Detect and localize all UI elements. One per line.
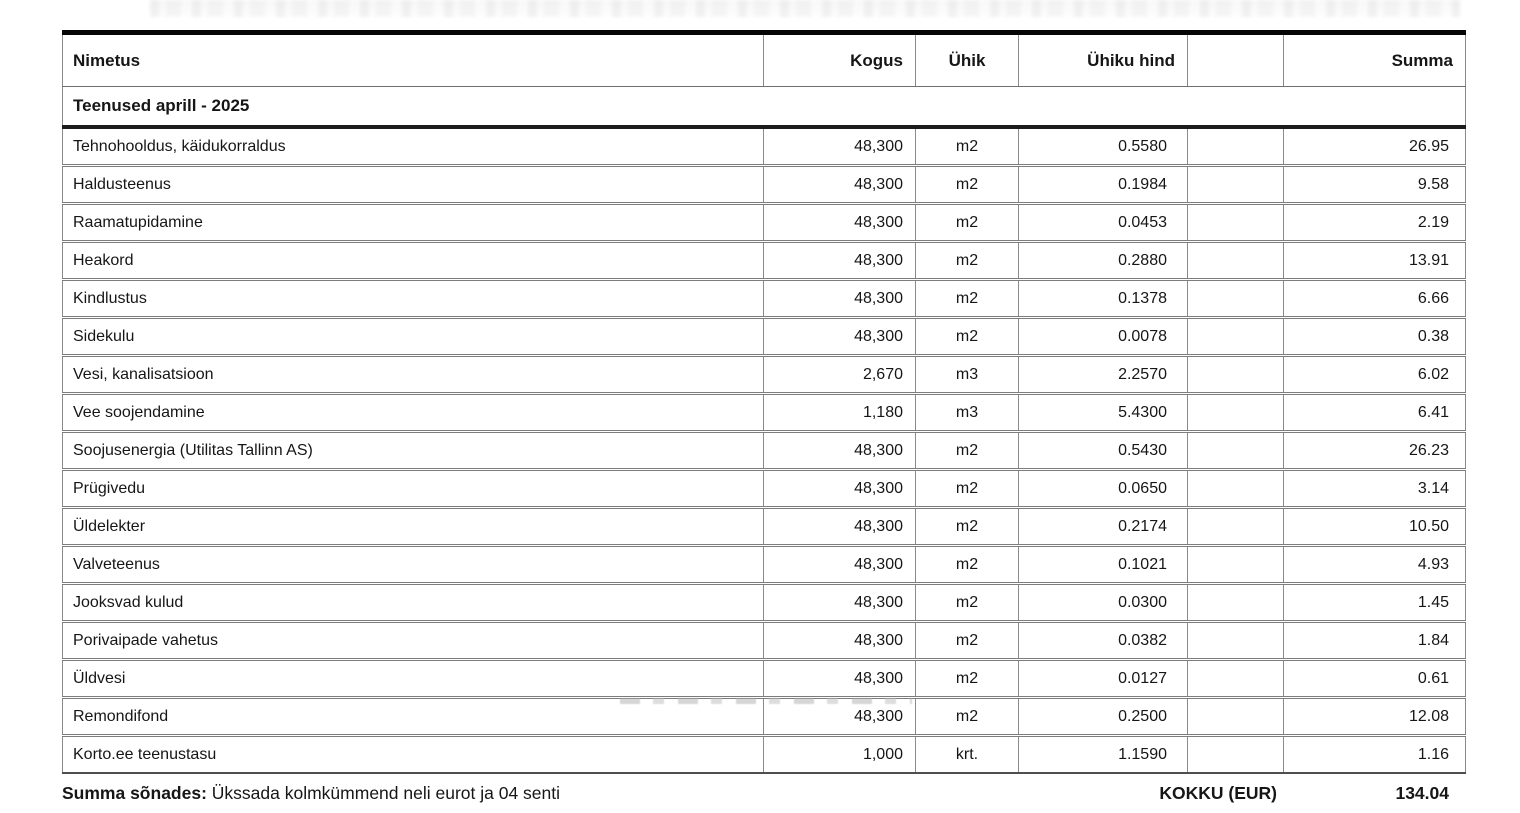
cell-name: Korto.ee teenustasu bbox=[63, 736, 764, 774]
service-row bbox=[63, 356, 1466, 394]
cell-unit_price: 0.1021 bbox=[1019, 546, 1188, 584]
cell-unit_price: 0.5430 bbox=[1019, 432, 1188, 470]
cell-unit_price: 1.1590 bbox=[1019, 736, 1188, 774]
cell-quantity: 1,180 bbox=[764, 394, 916, 432]
table-header bbox=[63, 33, 1466, 87]
cell-blank bbox=[1188, 698, 1284, 736]
cell-quantity: 2,670 bbox=[764, 356, 916, 394]
cell-blank bbox=[1188, 736, 1284, 774]
col-header-kogus: Kogus bbox=[764, 33, 916, 87]
cell-sum: 1.45 bbox=[1284, 584, 1466, 622]
service-row bbox=[63, 622, 1466, 660]
cell-name: Vesi, kanalisatsioon bbox=[63, 356, 764, 394]
cell-name: Vee soojendamine bbox=[63, 394, 764, 432]
cell-blank bbox=[1188, 127, 1284, 166]
cell-unit: m2 bbox=[916, 432, 1019, 470]
cell-unit_price: 0.0453 bbox=[1019, 204, 1188, 242]
cell-unit_price: 0.2880 bbox=[1019, 242, 1188, 280]
cell-sum: 13.91 bbox=[1284, 242, 1466, 280]
cell-sum: 1.84 bbox=[1284, 622, 1466, 660]
cell-quantity: 1,000 bbox=[764, 736, 916, 774]
section-row bbox=[63, 87, 1466, 128]
cell-blank bbox=[1188, 622, 1284, 660]
cell-blank bbox=[1188, 508, 1284, 546]
service-row bbox=[63, 736, 1466, 774]
cell-unit_price: 0.0078 bbox=[1019, 318, 1188, 356]
cell-sum: 26.95 bbox=[1284, 127, 1466, 166]
cell-quantity: 48,300 bbox=[764, 127, 916, 166]
cell-sum: 6.41 bbox=[1284, 394, 1466, 432]
cell-blank bbox=[1188, 470, 1284, 508]
service-row bbox=[63, 660, 1466, 698]
cell-quantity: 48,300 bbox=[764, 242, 916, 280]
cell-quantity: 48,300 bbox=[764, 470, 916, 508]
cell-sum: 3.14 bbox=[1284, 470, 1466, 508]
service-row bbox=[63, 470, 1466, 508]
cell-blank bbox=[1188, 432, 1284, 470]
cell-unit: krt. bbox=[916, 736, 1019, 774]
cell-quantity: 48,300 bbox=[764, 698, 916, 736]
cell-unit: m2 bbox=[916, 242, 1019, 280]
cell-unit: m2 bbox=[916, 546, 1019, 584]
cell-name: Prügivedu bbox=[63, 470, 764, 508]
cell-unit: m2 bbox=[916, 204, 1019, 242]
cell-name: Remondifond bbox=[63, 698, 764, 736]
cell-name: Haldusteenus bbox=[63, 166, 764, 204]
cell-quantity: 48,300 bbox=[764, 622, 916, 660]
cell-unit_price: 0.1378 bbox=[1019, 280, 1188, 318]
cell-quantity: 48,300 bbox=[764, 660, 916, 698]
cell-unit: m2 bbox=[916, 127, 1019, 166]
cell-sum: 0.38 bbox=[1284, 318, 1466, 356]
cell-blank bbox=[1188, 394, 1284, 432]
cell-quantity: 48,300 bbox=[764, 546, 916, 584]
cell-sum: 26.23 bbox=[1284, 432, 1466, 470]
cell-unit: m2 bbox=[916, 698, 1019, 736]
cell-quantity: 48,300 bbox=[764, 280, 916, 318]
cell-sum: 6.02 bbox=[1284, 356, 1466, 394]
cell-unit_price: 0.1984 bbox=[1019, 166, 1188, 204]
cell-unit: m2 bbox=[916, 318, 1019, 356]
cell-unit: m2 bbox=[916, 622, 1019, 660]
service-row bbox=[63, 318, 1466, 356]
cell-blank bbox=[1188, 318, 1284, 356]
invoice-footer bbox=[62, 783, 1465, 813]
cell-name: Sidekulu bbox=[63, 318, 764, 356]
cell-sum: 2.19 bbox=[1284, 204, 1466, 242]
cell-quantity: 48,300 bbox=[764, 432, 916, 470]
service-row bbox=[63, 166, 1466, 204]
cell-name: Porivaipade vahetus bbox=[63, 622, 764, 660]
cell-blank bbox=[1188, 280, 1284, 318]
cell-unit_price: 2.2570 bbox=[1019, 356, 1188, 394]
amount-in-words: Ükssada kolmkümmend neli eurot ja 04 senti bbox=[211, 783, 561, 803]
col-header-uhik: Ühik bbox=[916, 33, 1019, 87]
cell-quantity: 48,300 bbox=[764, 584, 916, 622]
cell-name: Tehnohooldus, käidukorraldus bbox=[63, 127, 764, 166]
section-header bbox=[63, 87, 1466, 128]
cell-sum: 9.58 bbox=[1284, 166, 1466, 204]
service-row bbox=[63, 394, 1466, 432]
cell-blank bbox=[1188, 242, 1284, 280]
cell-quantity: 48,300 bbox=[764, 508, 916, 546]
cell-blank bbox=[1188, 584, 1284, 622]
cell-blank bbox=[1188, 356, 1284, 394]
cell-name: Jooksvad kulud bbox=[63, 584, 764, 622]
cell-unit: m2 bbox=[916, 166, 1019, 204]
col-header-summa: Summa bbox=[1284, 33, 1466, 87]
cell-blank bbox=[1188, 204, 1284, 242]
service-row bbox=[63, 432, 1466, 470]
cell-unit_price: 0.0127 bbox=[1019, 660, 1188, 698]
col-header-blank bbox=[1188, 33, 1284, 87]
cell-unit: m2 bbox=[916, 584, 1019, 622]
cell-blank bbox=[1188, 660, 1284, 698]
cell-unit_price: 0.0382 bbox=[1019, 622, 1188, 660]
service-row bbox=[63, 204, 1466, 242]
service-row bbox=[63, 584, 1466, 622]
cell-unit: m2 bbox=[916, 280, 1019, 318]
cell-sum: 12.08 bbox=[1284, 698, 1466, 736]
cell-name: Raamatupidamine bbox=[63, 204, 764, 242]
cell-sum: 4.93 bbox=[1284, 546, 1466, 584]
cell-name: Valveteenus bbox=[63, 546, 764, 584]
cell-unit: m3 bbox=[916, 394, 1019, 432]
cell-sum: 6.66 bbox=[1284, 280, 1466, 318]
cell-name: Heakord bbox=[63, 242, 764, 280]
cell-unit: m2 bbox=[916, 508, 1019, 546]
cell-sum: 1.16 bbox=[1284, 736, 1466, 774]
cell-name: Üldvesi bbox=[63, 660, 764, 698]
service-row bbox=[63, 242, 1466, 280]
service-row bbox=[63, 127, 1466, 166]
total-label: KOKKU (EUR) bbox=[1159, 783, 1277, 803]
amount-in-words-label: Summa sõnades: bbox=[62, 783, 207, 803]
header-row bbox=[63, 33, 1466, 87]
service-row bbox=[63, 280, 1466, 318]
service-rows bbox=[63, 127, 1466, 773]
scan-crop-artifact bbox=[150, 0, 1460, 17]
cell-unit_price: 5.4300 bbox=[1019, 394, 1188, 432]
cell-unit_price: 0.2500 bbox=[1019, 698, 1188, 736]
cell-quantity: 48,300 bbox=[764, 318, 916, 356]
cell-unit_price: 0.5580 bbox=[1019, 127, 1188, 166]
cell-name: Üldelekter bbox=[63, 508, 764, 546]
service-row bbox=[63, 508, 1466, 546]
col-header-nimetus: Nimetus bbox=[63, 33, 764, 87]
service-row bbox=[63, 546, 1466, 584]
cell-quantity: 48,300 bbox=[764, 204, 916, 242]
col-header-uhiku-hind: Ühiku hind bbox=[1019, 33, 1188, 87]
invoice-document bbox=[62, 30, 1465, 813]
cell-sum: 10.50 bbox=[1284, 508, 1466, 546]
cell-blank bbox=[1188, 166, 1284, 204]
cell-sum: 0.61 bbox=[1284, 660, 1466, 698]
cell-unit: m2 bbox=[916, 660, 1019, 698]
cell-name: Kindlustus bbox=[63, 280, 764, 318]
cell-unit_price: 0.0300 bbox=[1019, 584, 1188, 622]
cell-unit: m3 bbox=[916, 356, 1019, 394]
cell-unit_price: 0.0650 bbox=[1019, 470, 1188, 508]
cell-unit_price: 0.2174 bbox=[1019, 508, 1188, 546]
erased-watermark-dashes bbox=[620, 698, 912, 704]
cell-unit: m2 bbox=[916, 470, 1019, 508]
section-title: Teenused aprill - 2025 bbox=[63, 87, 1466, 128]
cell-blank bbox=[1188, 546, 1284, 584]
cell-name: Soojusenergia (Utilitas Tallinn AS) bbox=[63, 432, 764, 470]
invoice-table bbox=[62, 30, 1466, 774]
total-value: 134.04 bbox=[1395, 783, 1449, 803]
cell-quantity: 48,300 bbox=[764, 166, 916, 204]
